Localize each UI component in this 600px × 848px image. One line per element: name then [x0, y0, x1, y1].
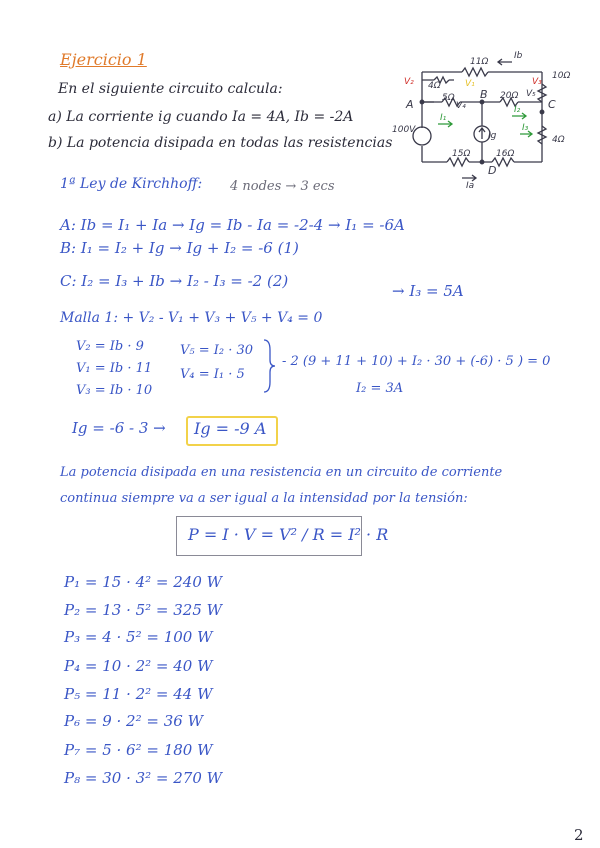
v4-formula: V₄ = I₁ · 5: [180, 367, 245, 382]
v3-label: V₃: [532, 77, 542, 87]
i2-result: I₂ = 3A: [356, 381, 404, 396]
power-p1: P₁ = 15 · 4² = 240 W: [64, 573, 223, 591]
v1-formula: V₁ = Ib · 11: [76, 361, 153, 376]
v5-label: V₅: [526, 89, 536, 99]
ig-calculation: Ig = -6 - 3 →: [72, 419, 166, 437]
svg-text:I₁: I₁: [440, 113, 447, 123]
svg-text:Ig: Ig: [488, 131, 497, 141]
v4-label: V₄: [456, 101, 466, 111]
v2-formula: V₂ = Ib · 9: [76, 339, 144, 354]
v3-formula: V₃ = Ib · 10: [76, 383, 153, 398]
svg-text:10Ω: 10Ω: [552, 71, 571, 81]
svg-text:B: B: [480, 88, 488, 101]
svg-text:I₃: I₃: [522, 123, 529, 133]
svg-text:Ia: Ia: [466, 181, 475, 190]
power-explanation-2: continua siempre va a ser igual a la intensidad por la tensión:: [60, 491, 468, 506]
power-p6: P₆ = 9 · 2² = 36 W: [64, 712, 203, 730]
equation-c: C: I₂ = I₃ + Ib → I₂ - I₃ = -2 (2): [60, 272, 289, 290]
power-p4: P₄ = 10 · 2² = 40 W: [64, 657, 213, 675]
power-p2: P₂ = 13 · 5² = 325 W: [64, 601, 223, 619]
circuit-diagram: [392, 50, 572, 190]
kirchhoff-nodes: 4 nodes → 3 ecs: [230, 179, 335, 194]
v5-formula: V₅ = I₂ · 30: [180, 343, 254, 358]
resistor-15: [447, 158, 469, 166]
power-formula: P = I · V = V² / R = I² · R: [188, 525, 389, 544]
svg-text:5Ω: 5Ω: [442, 93, 455, 103]
svg-text:11Ω: 11Ω: [470, 57, 489, 67]
power-p3: P₃ = 4 · 5² = 100 W: [64, 628, 213, 646]
kirchhoff-law: 1ª Ley de Kirchhoff:: [60, 176, 203, 192]
svg-text:I₂: I₂: [514, 105, 521, 115]
svg-text:20Ω: 20Ω: [500, 91, 519, 101]
v2-label: V₂: [404, 77, 414, 87]
power-p8: P₈ = 30 · 3² = 270 W: [64, 769, 223, 787]
page-number: 2: [574, 826, 584, 844]
ig-result: Ig = -9 A: [194, 419, 267, 438]
power-p5: P₅ = 11 · 2² = 44 W: [64, 685, 213, 703]
svg-text:15Ω: 15Ω: [452, 149, 471, 159]
svg-text:100V: 100V: [392, 125, 416, 135]
svg-text:4Ω: 4Ω: [428, 81, 441, 91]
svg-text:A: A: [406, 98, 414, 111]
exercise-title: Ejercicio 1: [60, 50, 147, 69]
malla-equation: Malla 1: + V₂ - V₁ + V₃ + V₅ + V₄ = 0: [60, 310, 323, 326]
equation-b: B: I₁ = I₂ + Ig → Ig + I₂ = -6 (1): [60, 239, 299, 257]
question-a: a) La corriente ig cuando Ia = 4A, Ib = -2A: [48, 109, 354, 125]
svg-text:C: C: [548, 98, 556, 111]
voltage-source: [413, 127, 431, 145]
intro-text: En el siguiente circuito calcula:: [58, 81, 283, 97]
svg-text:D: D: [488, 164, 497, 177]
equation-c-result: → I₃ = 5A: [392, 282, 464, 300]
svg-text:Ib: Ib: [514, 51, 523, 61]
power-explanation-1: La potencia disipada en una resistencia en un circuito de corriente: [60, 465, 503, 480]
malla-sum: - 2 (9 + 11 + 10) + I₂ · 30 + (-6) · 5 ) = 0: [282, 354, 551, 369]
svg-text:16Ω: 16Ω: [496, 149, 515, 159]
power-p7: P₇ = 5 · 6² = 180 W: [64, 741, 213, 759]
v1-label: V₁: [465, 79, 475, 89]
brace: [262, 338, 276, 394]
resistor-11: [462, 68, 488, 76]
equation-a: A: Ib = I₁ + Ia → Ig = Ib - Ia = -2-4 → I₁ = -6A: [60, 216, 405, 234]
question-b: b) La potencia disipada en todas las resistencias: [48, 135, 393, 151]
svg-text:4Ω: 4Ω: [552, 135, 565, 145]
